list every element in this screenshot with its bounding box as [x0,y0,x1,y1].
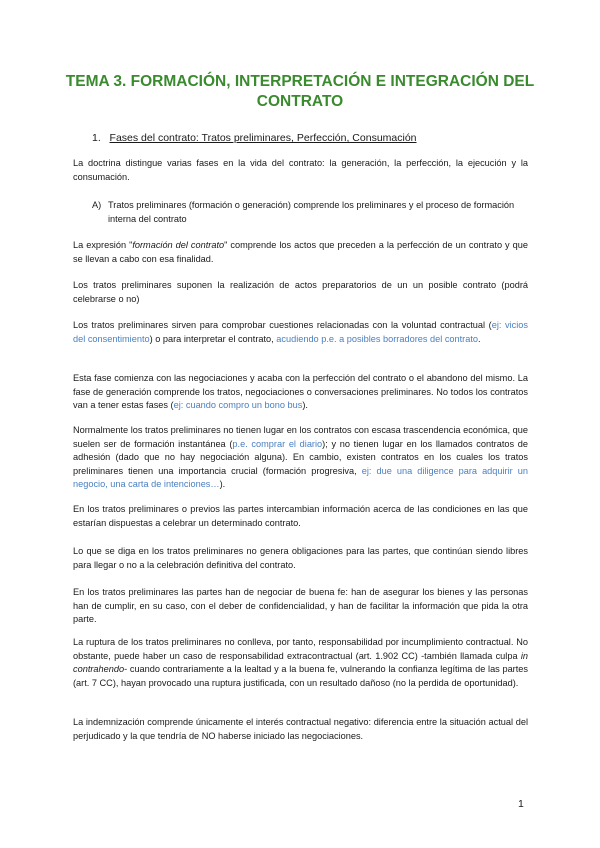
subsection-a [92,199,528,226]
paragraph-actos-preparatorios: Los tratos preliminares suponen la realización de actos preparatorios de un un posible contrato (podrá celebrarse o no) [73,280,528,304]
paragraph-negociaciones [73,372,528,413]
paragraph-fases: La doctrina distingue varias fases en la vida del contrato: la generación, la perfección, la ejecución y la consumación. [73,158,528,182]
section-number: 1. [92,132,101,144]
subsection-a-letter: A) [92,200,102,210]
section-label: Fases del contrato: Tratos preliminares, Perfección, Consumación [109,132,417,144]
p5-example-bono: ej: cuando compro un bono bus [173,400,303,411]
paragraph-informacion: En los tratos preliminares o previos las partes intercambian información acerca de las condiciones en las que estarían dispuestas a celebrar un determinado contrato. [73,504,528,528]
p6-example-diario: p.e. comprar el diario [232,438,323,449]
paragraph-indemnizacion: La indemnización comprende únicamente el interés contractual negativo: diferencia entre la situación actual del perjudicado y la que tendría de NO haberse iniciado las negociaciones. [73,717,528,741]
paragraph-obligaciones: Lo que se diga en los tratos preliminares no genera obligaciones para las partes, que continúan siendo libres para llegar o no a la celebración definitiva del contrato. [73,546,528,570]
p6-text-c: ). [219,479,226,490]
p10-emphasis: in contrahendo [73,650,528,675]
p6-text-a: Normalmente los tratos preliminares no tienen lugar en los contratos con escasa trascendencia económica, que suelen ser de formación instantánea ( [73,425,528,449]
p2-text-a: La expresión " [73,240,133,250]
p2-text-b: " comprende los actos que preceden a la perfección de un contrato y que se llevan a cabo con esa finalidad. [73,240,528,264]
paragraph-buena-fe: En los tratos preliminares las partes han de negociar de buena fe: han de asegurar los bienes y las personas han de cumplir, en su caso, con el deber de confidencialidad, y han de facilitar la información que pida la otra parte. [73,587,528,625]
document-title: TEMA 3. FORMACIÓN, INTERPRETACIÓN E INTEGRACIÓN DEL CONTRATO [65,73,535,110]
p6-text-b: ); y no tienen lugar en los llamados contratos de adhesión (dado que no hay negociación alguna). En cambio, existen contratos en los cuales los tratos preliminares tienen una importancia crucial (formación progresiva, [73,438,528,476]
p6-example-diligence: ej: due una diligence para adquirir un negocio, una carta de intenciones… [73,465,528,490]
p4-text-c: . [478,333,481,344]
p4-example-borradores: acudiendo p.e. a posibles borradores del contrato [276,333,479,344]
p5-text-b: ). [302,400,308,411]
p10-text-b: - cuando contrariamente a la lealtad y a la buena fe, vulnerando la confianza legítima de las partes (art. 7 CC), hayan provocado una ruptura justificada, con un resultado dañoso (no la perdida de oportunidad). [73,664,528,688]
p4-example-vicios: ej: vicios del consentimiento [73,320,528,344]
paragraph-ruptura [73,636,528,690]
p5-text-a: Esta fase comienza con las negociaciones y acaba con la perfección del contrato o el abandono del mismo. La fase de generación comprende los tratos, negociaciones o conversaciones preliminares. No todos los contratos van a tener estas fases ( [73,373,528,411]
p2-emphasis: formación del contrato [132,240,225,250]
section-heading [92,132,417,144]
page-number: 1 [518,798,524,810]
paragraph-normalmente [73,424,528,492]
paragraph-comprobar [73,319,528,346]
p4-text-a: Los tratos preliminares sirven para comprobar cuestiones relacionadas con la voluntad contractual ( [73,320,492,330]
p10-text-a: La ruptura de los tratos preliminares no conlleva, por tanto, responsabilidad por incumplimiento contractual. No obstante, puede haber un caso de responsabilidad extracontractual (art. 1.902 CC) -también llamada culpa [73,637,528,661]
p4-text-b: ) o para interpretar el contrato, [149,333,277,344]
paragraph-expresion [73,239,528,266]
subsection-a-text: Tratos preliminares (formación o generación) comprende los preliminares y el proceso de formación interna del contrato [108,200,515,224]
